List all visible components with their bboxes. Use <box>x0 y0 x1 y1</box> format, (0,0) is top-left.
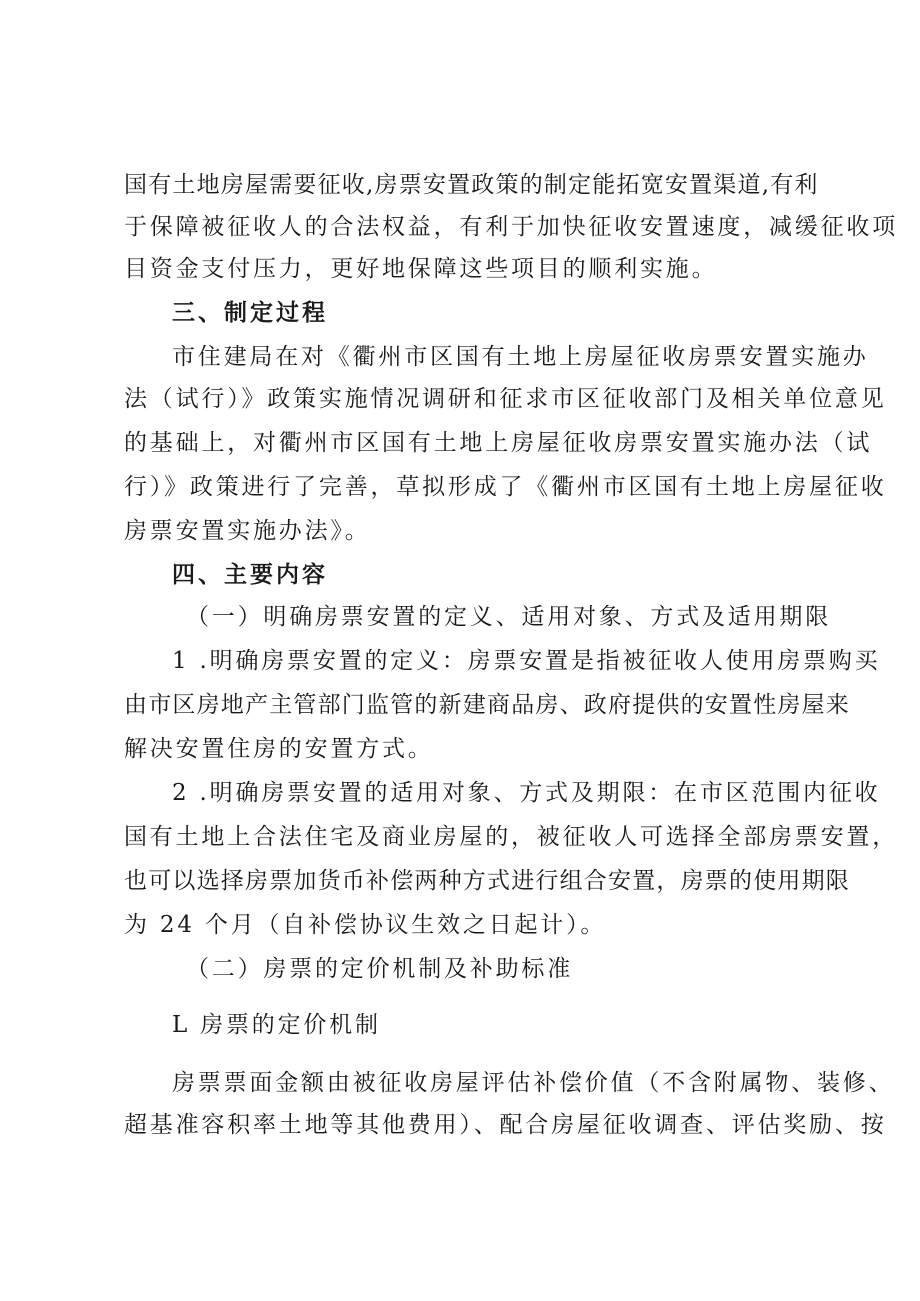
subsection-heading: （二）房票的定价机制及补助标准 <box>186 956 573 982</box>
subsection-heading: （一）明确房票安置的定义、适用对象、方式及适用期限 <box>186 604 831 630</box>
body-line: 超基准容积率土地等其他费用）、配合房屋征收调查、评估奖励、按 <box>124 1112 887 1138</box>
body-line: 也可以选择房票加货币补偿两种方式进行组合安置，房票的使用期限 <box>124 868 850 894</box>
section-heading: 四、主要内容 <box>172 562 328 588</box>
body-line: 行）》政策进行了完善，草拟形成了《衢州市区国有土地上房屋征收 <box>124 474 887 500</box>
body-line: 国有土地房屋需要征收,房票安置政策的制定能拓宽安置渠道,有利 <box>124 172 819 198</box>
body-line: 解决安置住房的安置方式。 <box>124 736 434 762</box>
body-line: 为 24 个月（自补偿协议生效之日起计）。 <box>124 912 607 938</box>
body-line: 2 .明确房票安置的适用对象、方式及期限：在市区范围内征收 <box>172 780 881 806</box>
body-line: 房票票面金额由被征收房屋评估补偿价值（不含附属物、装修、 <box>172 1070 895 1096</box>
body-line: 法（试行）》政策实施情况调研和征求市区征收部门及相关单位意见 <box>124 386 887 412</box>
body-line: 的基础上，对衢州市区国有土地上房屋征收房票安置实施办法（试 <box>124 430 873 456</box>
section-heading: 三、制定过程 <box>172 300 328 326</box>
body-line: 市住建局在对《衢州市区国有土地上房屋征收房票安置实施办 <box>172 344 869 370</box>
body-line: 由市区房地产主管部门监管的新建商品房、政府提供的安置性房屋来 <box>124 692 850 718</box>
body-line: 国有土地上合法住宅及商业房屋的，被征收人可选择全部房票安置， <box>124 824 898 850</box>
body-line: 1 .明确房票安置的定义：房票安置是指被征收人使用房票购买 <box>172 648 881 674</box>
body-line: 于保障被征收人的合法权益，有利于加快征收安置速度，减缓征收项 <box>124 214 898 240</box>
body-line: L 房票的定价机制 <box>172 1012 381 1038</box>
body-line: 房票安置实施办法》。 <box>124 518 371 544</box>
body-line: 目资金支付压力，更好地保障这些项目的顺利实施。 <box>124 256 718 282</box>
